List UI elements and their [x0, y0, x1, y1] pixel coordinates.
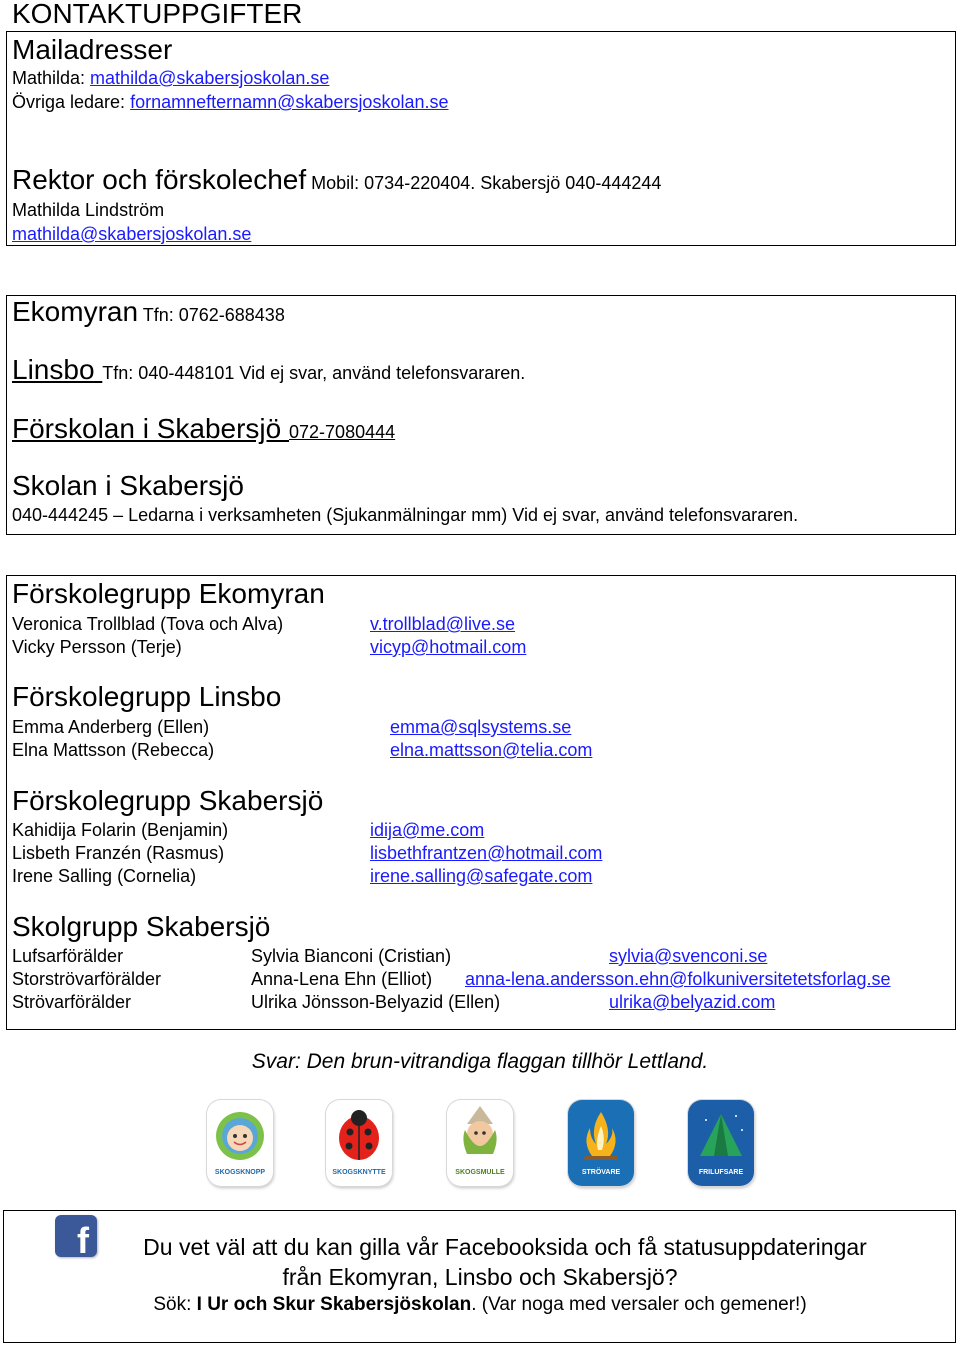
group-member-email-link[interactable]: irene.salling@safegate.com	[370, 866, 593, 886]
group-member-name: Anna-Lena Ehn (Elliot)	[251, 969, 433, 989]
group-member-role: Storströvarförälder	[12, 969, 162, 989]
group-member-name: Veronica Trollblad (Tova och Alva)	[12, 614, 284, 634]
badge-strovare	[568, 1100, 634, 1186]
ekomyran-heading: Ekomyran	[12, 296, 139, 327]
group-member-name: Sylvia Bianconi (Cristian)	[251, 946, 452, 966]
facebook-icon[interactable]: f	[55, 1215, 97, 1257]
facebook-search-row	[0, 1294, 960, 1316]
group-member-email-link[interactable]: ulrika@belyazid.com	[609, 992, 776, 1012]
badge-skogsknytte	[326, 1100, 392, 1186]
rektor-row	[12, 164, 661, 196]
badge-label: SKOGSKNOPP	[214, 1169, 266, 1176]
group-member-email-link[interactable]: elna.mattsson@telia.com	[390, 740, 593, 760]
group-member-email-link[interactable]: emma@sqlsystems.se	[390, 717, 572, 737]
facebook-search-suffix: . (Var noga med versaler och gemener!)	[471, 1294, 807, 1315]
group-member-email-link[interactable]: vicyp@hotmail.com	[370, 637, 527, 657]
group-member-email-link[interactable]: anna-lena.andersson.ehn@folkuniversitetetsforlag.se	[465, 969, 891, 989]
ekomyran-phone: Tfn: 0762-688438	[138, 305, 285, 325]
answer-text: Svar: Den brun-vitrandiga flaggan tillhör Lettland.	[251, 1050, 709, 1073]
group-member-name: Ulrika Jönsson-Belyazid (Ellen)	[251, 992, 501, 1012]
group-member-name: Irene Salling (Cornelia)	[12, 866, 197, 886]
group-member-role: Lufsarförälder	[12, 946, 124, 966]
facebook-line2: från Ekomyran, Linsbo och Skabersjö?	[282, 1264, 678, 1290]
rektor-phone: Mobil: 0734-220404. Skabersjö 040-444244	[306, 173, 662, 193]
group-member-email-link[interactable]: sylvia@svenconi.se	[609, 946, 768, 966]
facebook-search-prefix: Sök:	[153, 1294, 197, 1315]
facebook-page-name: I Ur och Skur Skabersjöskolan	[196, 1294, 472, 1315]
forskolan-row	[12, 413, 395, 445]
group-linsbo-heading: Förskolegrupp Linsbo	[12, 681, 282, 712]
rektor-heading: Rektor och förskolechef	[12, 164, 307, 195]
group-member-name: Vicky Persson (Terje)	[12, 637, 182, 657]
badge-frilufsare	[688, 1100, 754, 1186]
forskolan-heading: Förskolan i Skabersjö	[12, 413, 290, 444]
ekomyran-row	[12, 296, 285, 328]
page-title: KONTAKTUPPGIFTER	[12, 0, 303, 29]
forskolan-phone: 072-7080444	[289, 422, 396, 442]
mail-mathilda-link[interactable]: mathilda@skabersjoskolan.se	[90, 68, 330, 88]
facebook-line1: Du vet väl att du kan gilla vår Facebooksida och få statusuppdateringar	[143, 1234, 867, 1260]
linsbo-phone: Tfn: 040-448101 Vid ej svar, använd telefonsvararen.	[102, 363, 526, 383]
mail-mathilda-row	[12, 68, 329, 89]
mail-others-row	[12, 92, 449, 113]
group-member-name: Elna Mattsson (Rebecca)	[12, 740, 215, 760]
group-skabersjo-heading: Förskolegrupp Skabersjö	[12, 785, 324, 816]
mail-others-link[interactable]: fornamnefternamn@skabersjoskolan.se	[130, 92, 449, 112]
group-member-email-link[interactable]: lisbethfrantzen@hotmail.com	[370, 843, 603, 863]
group-member-email-link[interactable]: idija@me.com	[370, 820, 485, 840]
group-ekomyran-heading: Förskolegrupp Ekomyran	[12, 578, 325, 609]
mail-others-label: Övriga ledare:	[12, 92, 131, 112]
group-member-name: Kahidija Folarin (Benjamin)	[12, 820, 229, 840]
rektor-name: Mathilda Lindström	[12, 200, 165, 220]
badge-label: SKOGSKNYTTE	[332, 1169, 386, 1176]
mail-heading: Mailadresser	[12, 34, 173, 65]
skolan-text: 040-444245 – Ledarna i verksamheten (Sjukanmälningar mm) Vid ej svar, använd telefonsvararen.	[12, 505, 799, 525]
linsbo-row	[12, 354, 525, 386]
linsbo-heading: Linsbo	[12, 354, 103, 385]
group-skolgrupp-heading: Skolgrupp Skabersjö	[12, 911, 271, 942]
group-member-name: Emma Anderberg (Ellen)	[12, 717, 210, 737]
rektor-email-link[interactable]: mathilda@skabersjoskolan.se	[12, 224, 252, 244]
badge-label: STRÖVARE	[581, 1169, 621, 1176]
group-member-role: Strövarförälder	[12, 992, 132, 1012]
group-member-name: Lisbeth Franzén (Rasmus)	[12, 843, 225, 863]
badge-skogsknopp	[207, 1100, 273, 1186]
mail-mathilda-label: Mathilda:	[12, 68, 91, 88]
badge-skogsmulle	[447, 1100, 513, 1186]
group-member-email-link[interactable]: v.trollblad@live.se	[370, 614, 515, 634]
badge-label: FRILUFSARE	[698, 1169, 744, 1176]
badge-label: SKOGSMULLE	[455, 1169, 505, 1176]
skolan-heading: Skolan i Skabersjö	[12, 470, 244, 501]
